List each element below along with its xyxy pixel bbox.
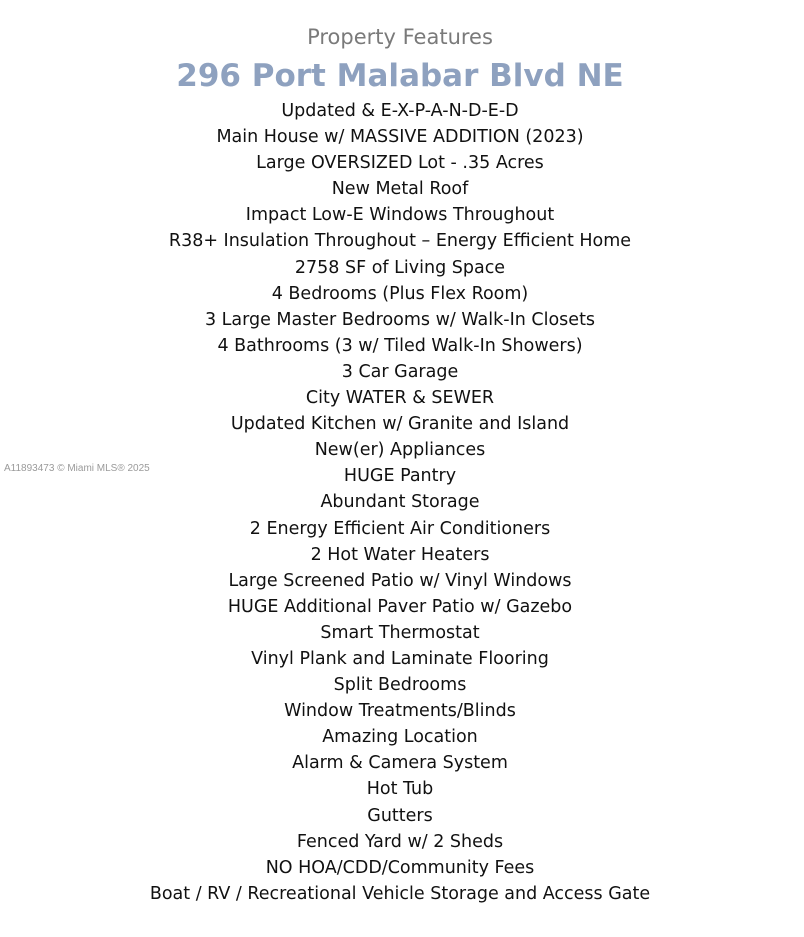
feature-list xyxy=(0,98,800,907)
feature-item: Split Bedrooms xyxy=(333,675,467,696)
feature-item: 3 Car Garage xyxy=(341,361,459,382)
feature-item: HUGE Additional Paver Patio w/ Gazebo xyxy=(227,596,573,617)
feature-item: Main House w/ MASSIVE ADDITION (2023) xyxy=(216,127,584,148)
feature-item: Alarm & Camera System xyxy=(292,753,508,774)
feature-item: Updated & E-X-P-A-N-D-E-D xyxy=(281,101,519,121)
feature-item: Amazing Location xyxy=(322,727,478,748)
feature-item: Fenced Yard w/ 2 Sheds xyxy=(296,831,504,852)
property-address: 296 Port Malabar Blvd NE xyxy=(176,58,624,94)
feature-item: Smart Thermostat xyxy=(320,622,480,643)
feature-item: New(er) Appliances xyxy=(314,440,486,461)
page-heading: Property Features xyxy=(307,25,493,49)
feature-item: 4 Bedrooms (Plus Flex Room) xyxy=(271,283,529,304)
feature-item: HUGE Pantry xyxy=(343,466,457,487)
mls-watermark: A11893473 © Miami MLS® 2025 xyxy=(4,463,150,474)
feature-item: 2 Hot Water Heaters xyxy=(310,544,490,565)
feature-item: 4 Bathrooms (3 w/ Tiled Walk-In Showers) xyxy=(217,335,583,356)
feature-item: Large Screened Patio w/ Vinyl Windows xyxy=(228,570,572,591)
feature-item: City WATER & SEWER xyxy=(305,388,495,409)
feature-item: 2 Energy Efficient Air Conditioners xyxy=(249,518,551,539)
feature-item: Large OVERSIZED Lot - .35 Acres xyxy=(256,153,544,174)
feature-item: Boat / RV / Recreational Vehicle Storage and Access Gate xyxy=(149,883,651,904)
feature-item: Vinyl Plank and Laminate Flooring xyxy=(251,648,549,669)
feature-item: Window Treatments/Blinds xyxy=(284,701,516,722)
feature-item: NO HOA/CDD/Community Fees xyxy=(265,857,535,878)
feature-item: 2758 SF of Living Space xyxy=(294,257,506,278)
feature-item: New Metal Roof xyxy=(331,179,469,200)
feature-item: Abundant Storage xyxy=(320,492,480,513)
feature-item: Impact Low-E Windows Throughout xyxy=(245,205,555,226)
feature-item: 3 Large Master Bedrooms w/ Walk-In Closets xyxy=(204,309,596,330)
feature-item: R38+ Insulation Throughout – Energy Efficient Home xyxy=(168,231,632,252)
feature-item: Hot Tub xyxy=(366,779,434,800)
feature-item: Updated Kitchen w/ Granite and Island xyxy=(230,414,570,435)
feature-item: Gutters xyxy=(367,805,433,826)
